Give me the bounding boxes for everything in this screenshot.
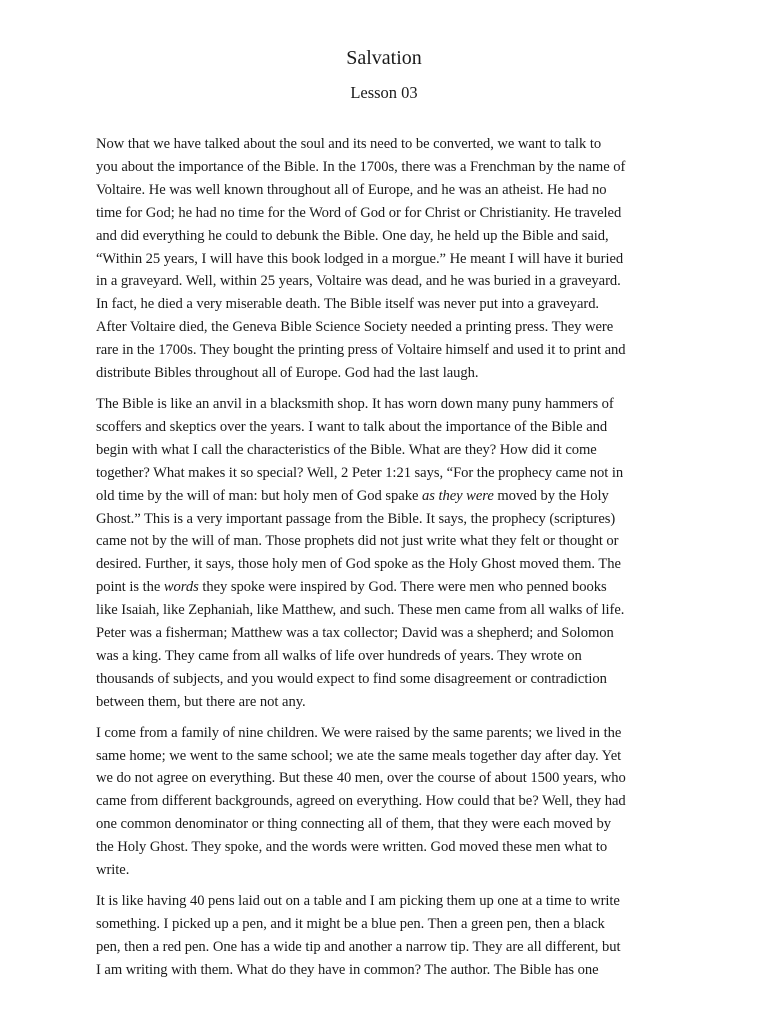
text-line <box>96 668 676 691</box>
text-segment: Ghost.” This is a very important passage from the Bible. It says, the prophecy (scriptures) <box>96 510 616 527</box>
text-line <box>96 745 676 768</box>
text-line <box>96 316 676 339</box>
text-segment: we do not agree on everything. But these 40 men, over the course of about 1500 years, who <box>96 770 626 787</box>
text-line <box>96 485 676 508</box>
text-segment: Now that we have talked about the soul and its need to be converted, we want to talk to <box>96 136 602 152</box>
text-line <box>96 530 676 553</box>
paragraph <box>96 133 676 385</box>
text-line <box>96 622 676 645</box>
text-segment: the Holy Ghost. They spoke, and the words were written. God moved these men what to <box>96 839 608 856</box>
text-line <box>96 156 676 179</box>
text-segment: point is the <box>96 579 164 596</box>
text-line <box>96 790 676 813</box>
text-segment: something. I picked up a pen, and it might be a blue pen. Then a green pen, then a black <box>96 915 605 932</box>
text-line <box>96 691 676 714</box>
text-segment: in a graveyard. Well, within 25 years, Voltaire was dead, and he was buried in a graveyard. <box>96 273 621 290</box>
text-line <box>96 416 676 439</box>
text-segment: In fact, he died a very miserable death. The Bible itself was never put into a graveyard. <box>96 296 600 313</box>
text-segment: begin with what I call the characteristics of the Bible. What are they? How did it come <box>96 441 597 458</box>
text-line <box>96 462 676 485</box>
italic-text: words <box>163 579 199 596</box>
text-line <box>96 936 676 959</box>
text-segment: moved by the Holy <box>493 487 609 504</box>
text-line <box>96 722 676 745</box>
text-segment: was a king. They came from all walks of life over hundreds of years. They wrote on <box>96 647 582 664</box>
text-segment: came from different backgrounds, agreed on everything. How could that be? Well, they had <box>96 793 626 810</box>
document-body <box>96 133 676 990</box>
text-line <box>96 959 676 982</box>
text-segment: thousands of subjects, and you would expect to find some disagreement or contradiction <box>96 670 607 687</box>
text-segment: It is like having 40 pens laid out on a table and I am picking them up one at a time to write <box>96 893 620 909</box>
text-line <box>96 913 676 936</box>
text-segment: “Within 25 years, I will have this book lodged in a morgue.” He meant I will have it buried <box>96 250 624 267</box>
text-segment: rare in the 1700s. They bought the printing press of Voltaire himself and used it to print and <box>96 342 626 359</box>
text-line <box>96 202 676 225</box>
text-segment: same home; we went to the same school; we ate the same meals together day after day. Yet <box>96 747 622 764</box>
paragraph <box>96 393 676 714</box>
text-segment: write. <box>96 862 130 879</box>
text-line <box>96 362 676 385</box>
text-line <box>96 859 676 882</box>
text-line <box>96 836 676 859</box>
text-line <box>96 293 676 316</box>
text-line <box>96 179 676 202</box>
text-line <box>96 767 676 790</box>
italic-text: as they were <box>421 487 494 504</box>
text-line <box>96 439 676 462</box>
paragraph <box>96 890 676 982</box>
text-segment: time for God; he had no time for the Word of God or for Christ or Christianity. He traveled <box>96 204 622 221</box>
text-line <box>96 270 676 293</box>
text-segment: desired. Further, it says, those holy men of God spoke as the Holy Ghost moved them. The <box>96 556 621 573</box>
text-segment: I come from a family of nine children. We were raised by the same parents; we lived in the <box>96 724 622 741</box>
text-segment: like Isaiah, like Zephaniah, like Matthew, and such. These men came from all walks of life. <box>96 602 625 619</box>
text-line <box>96 339 676 362</box>
document-title: Salvation <box>346 47 422 69</box>
text-line <box>96 890 676 913</box>
text-segment: The Bible is like an anvil in a blacksmith shop. It has worn down many puny hammers of <box>96 395 614 412</box>
text-line <box>96 133 676 156</box>
text-line <box>96 225 676 248</box>
text-segment: one common denominator or thing connecting all of them, that they were each moved by <box>96 816 611 833</box>
text-line <box>96 813 676 836</box>
text-segment: and did everything he could to debunk the Bible. One day, he held up the Bible and said, <box>96 227 609 244</box>
text-segment: After Voltaire died, the Geneva Bible Science Society needed a printing press. They were <box>96 319 614 336</box>
text-line <box>96 599 676 622</box>
text-line <box>96 645 676 668</box>
paragraph <box>96 722 676 882</box>
text-segment: Voltaire. He was well known throughout all of Europe, and he was an atheist. He had no <box>96 181 607 198</box>
text-segment: together? What makes it so special? Well, 2 Peter 1:21 says, “For the prophecy came not in <box>96 464 624 481</box>
document-subtitle: Lesson 03 <box>350 83 418 102</box>
text-segment: Peter was a fisherman; Matthew was a tax collector; David was a shepherd; and Solomon <box>96 625 614 642</box>
text-segment: came not by the will of man. Those prophets did not just write what they felt or thought or <box>96 533 619 550</box>
text-line <box>96 553 676 576</box>
text-segment: pen, then a red pen. One has a wide tip and another a narrow tip. They are all different, but <box>96 938 621 955</box>
text-segment: they spoke were inspired by God. There were men who penned books <box>198 579 607 596</box>
text-segment: scoffers and skeptics over the years. I want to talk about the importance of the Bible and <box>96 418 608 435</box>
text-line <box>96 576 676 599</box>
text-segment: I am writing with them. What do they have in common? The author. The Bible has one <box>96 961 599 978</box>
text-segment: between them, but there are not any. <box>96 693 306 710</box>
text-segment: distribute Bibles throughout all of Europe. God had the last laugh. <box>96 365 479 382</box>
text-line <box>96 248 676 271</box>
text-segment: you about the importance of the Bible. In the 1700s, there was a Frenchman by the name of <box>96 158 626 175</box>
text-segment: old time by the will of man: but holy men of God spake <box>96 487 422 504</box>
text-line <box>96 508 676 531</box>
text-line <box>96 393 676 416</box>
